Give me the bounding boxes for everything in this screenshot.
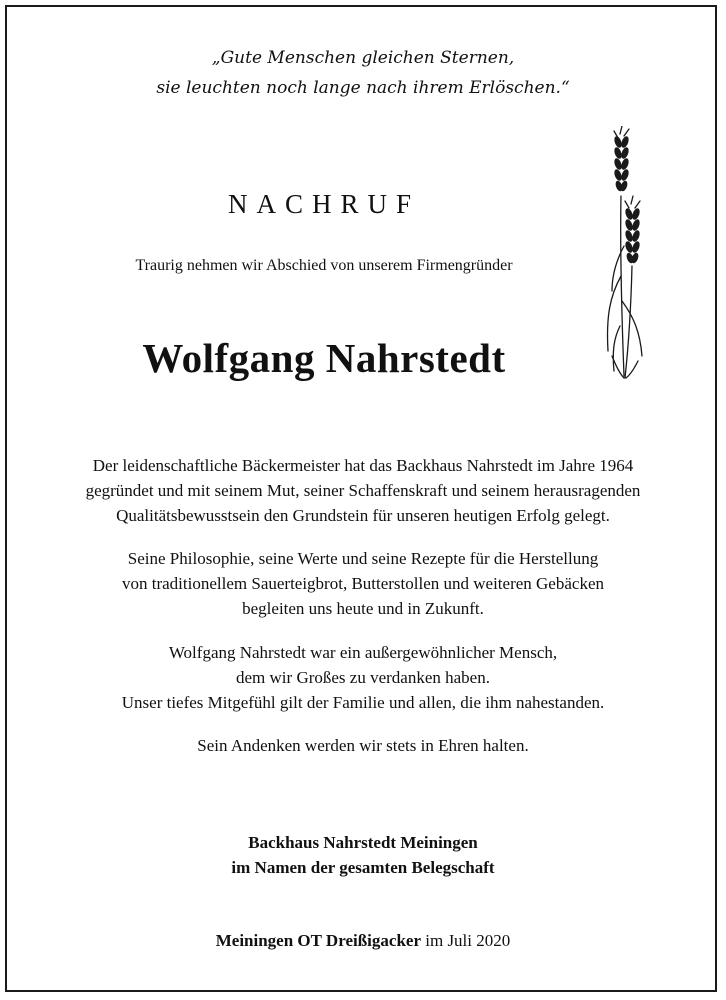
text-line: begleiten uns heute und in Zukunft. — [242, 599, 484, 618]
paragraph-philosophy — [0, 546, 726, 621]
place-date-text: im Juli 2020 — [425, 931, 511, 950]
deceased-name: Wolfgang Nahrstedt — [142, 335, 506, 381]
text-line: Unser tiefes Mitgefühl gilt der Familie und allen, die ihm nahestanden. — [121, 693, 605, 712]
place-date — [0, 928, 726, 953]
paragraph-remembrance — [0, 733, 726, 758]
text-line: Der leidenschaftliche Bäckermeister hat das Backhaus Nahrstedt im Jahre 1964 — [92, 456, 634, 475]
paragraph-history — [0, 453, 726, 528]
text-line: dem wir Großes zu verdanken haben. — [236, 668, 490, 687]
signature-block — [0, 830, 726, 880]
text-line: Qualitätsbewusstsein den Grundstein für unseren heutigen Erfolg gelegt. — [116, 506, 610, 525]
place-location: Meiningen OT Dreißigacker — [215, 931, 421, 950]
text-line: Sein Andenken werden wir stets in Ehren halten. — [197, 736, 529, 755]
text-line: Wolfgang Nahrstedt war ein außergewöhnlicher Mensch, — [168, 643, 558, 662]
signature-line-1: Backhaus Nahrstedt Meiningen — [248, 833, 478, 852]
text-line: von traditionellem Sauerteigbrot, Butterstollen und weiteren Gebäcken — [122, 574, 604, 593]
epigraph-quote — [0, 43, 726, 103]
quote-line-2: sie leuchten noch lange nach ihrem Erlöschen.“ — [156, 78, 570, 98]
text-line: gegründet und mit seinem Mut, seiner Schaffenskraft und seinem herausragenden — [85, 481, 641, 500]
text-line: Seine Philosophie, seine Werte und seine Rezepte für die Herstellung — [127, 549, 599, 568]
signature-line-2: im Namen der gesamten Belegschaft — [231, 858, 495, 877]
intro-text: Traurig nehmen wir Abschied von unserem Firmengründer — [135, 257, 513, 274]
page-title: NACHRUF — [227, 189, 421, 219]
quote-line-1: „Gute Menschen gleichen Sternen, — [211, 48, 515, 68]
wheat-icon — [598, 126, 648, 382]
paragraph-condolence — [0, 640, 726, 715]
